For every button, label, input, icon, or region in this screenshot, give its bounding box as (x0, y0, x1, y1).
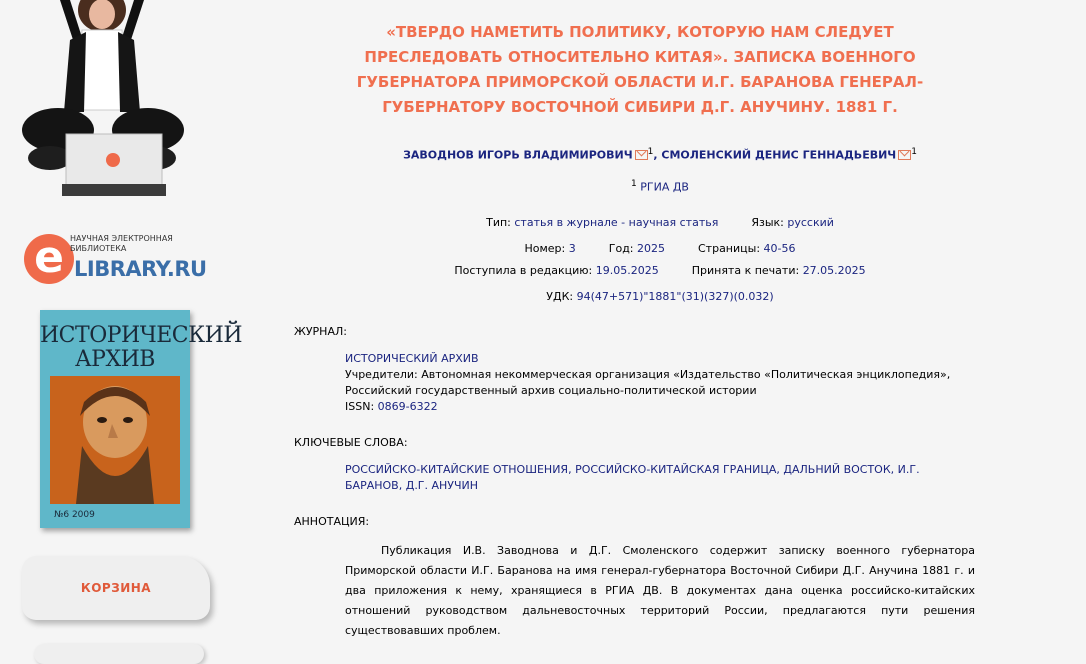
author-affiliation-sup: 1 (911, 147, 917, 157)
abstract-section-label: АННОТАЦИЯ: (294, 515, 370, 528)
next-menu-button[interactable] (34, 644, 204, 664)
keyword-link[interactable]: ДАЛЬНИЙ ВОСТОК (783, 463, 891, 476)
journal-block (345, 351, 975, 415)
received-value: 19.05.2025 (595, 264, 659, 277)
affiliation-link[interactable]: РГИА ДВ (640, 180, 689, 194)
cart-button[interactable]: КОРЗИНА (22, 556, 210, 620)
elibrary-logo[interactable] (24, 228, 214, 288)
journal-section-label: ЖУРНАЛ: (294, 325, 347, 338)
issn-label: ISSN: (345, 400, 375, 413)
meta-row-type (290, 214, 1030, 232)
cover-title-line2: АРХИВ (75, 347, 155, 372)
keyword-link[interactable]: И.Г. БАРАНОВ (345, 463, 920, 492)
cover-title (40, 323, 243, 372)
mail-icon[interactable] (898, 150, 911, 160)
journal-name-link[interactable]: ИСТОРИЧЕСКИЙ АРХИВ (345, 352, 479, 365)
affiliation-sup: 1 (631, 179, 637, 189)
authors-separator: , (653, 148, 658, 162)
author-name-link[interactable]: СМОЛЕНСКИЙ ДЕНИС ГЕННАДЬЕВИЧ (661, 148, 897, 162)
cover-title-line1: ИСТОРИЧЕСКИЙ (40, 323, 243, 348)
keyword-link[interactable]: Д.Г. АНУЧИН (405, 479, 479, 492)
number-value: 3 (568, 242, 576, 255)
authors-line (290, 142, 1030, 166)
article-main (290, 0, 990, 650)
cover-portrait-image (50, 376, 180, 504)
received-label: Поступила в редакцию: (454, 264, 593, 277)
number-label: Номер: (524, 242, 566, 255)
logo-wordmark: LIBRARY.RU (74, 257, 207, 281)
elibrary-logo-e-icon: e (24, 234, 74, 284)
cover-issue-number: №6 2009 (54, 510, 95, 520)
type-label: Тип: (486, 216, 511, 229)
author-affiliation-sup: 1 (647, 147, 654, 157)
udk-label: УДК: (546, 290, 574, 303)
year-label: Год: (608, 242, 634, 255)
keyword-separator: , (890, 463, 898, 476)
journal-issn (345, 399, 975, 415)
keyword-link[interactable]: РОССИЙСКО-КИТАЙСКАЯ ГРАНИЦА (575, 463, 777, 476)
keyword-separator: , (568, 463, 576, 476)
pages-label: Страницы: (698, 242, 761, 255)
abstract-text: Публикация И.В. Заводнова и Д.Г. Смоленского содержит записку военного губернатора Приморской области И.Г. Баранова на имя генерал-губернатора Восточной Сибири Д.Г. Анучина 1881 г. и два приложения к нему, хранящиеся в РГИА ДВ. В документах дана оценка российско-китайских отношений руководством дальневосточных территорий России, предлагаются пути решения существовавших проблем. (345, 544, 975, 637)
keywords-section-label: КЛЮЧЕВЫЕ СЛОВА: (294, 436, 408, 449)
logo-subtitle: НАУЧНАЯ ЭЛЕКТРОННАЯ БИБЛИОТЕКА (70, 234, 173, 253)
journal-founders: Учредители: Автономная некоммерческая организация «Издательство «Политическая энциклопедия», Российский государственный архив социально-политической истории (345, 368, 951, 397)
author-name-link[interactable]: ЗАВОДНОВ ИГОРЬ ВЛАДИМИРОВИЧ (403, 148, 633, 162)
woman-with-laptop-image (20, 0, 200, 200)
language-label: Язык: (751, 216, 784, 229)
type-value: статья в журнале - научная статья (514, 216, 719, 229)
journal-cover[interactable] (40, 310, 243, 528)
accepted-value: 27.05.2025 (802, 264, 866, 277)
accepted-label: Принята к печати: (691, 264, 800, 277)
sidebar (0, 0, 243, 650)
keywords-list (345, 462, 975, 494)
keyword-separator: , (398, 479, 406, 492)
pages-value: 40-56 (763, 242, 796, 255)
mail-icon[interactable] (635, 150, 648, 160)
keyword-link[interactable]: РОССИЙСКО-КИТАЙСКИЕ ОТНОШЕНИЯ (345, 463, 569, 476)
affiliation-line (290, 174, 1030, 198)
meta-row-issue (290, 240, 1030, 258)
article-title: «ТВЕРДО НАМЕТИТЬ ПОЛИТИКУ, КОТОРУЮ НАМ СЛЕДУЕТ ПРЕСЛЕДОВАТЬ ОТНОСИТЕЛЬНО КИТАЯ». ЗАПИСКА ВОЕННОГО ГУБЕРНАТОРА ПРИМОРСКОЙ ОБЛАСТИ И.Г. БАРАНОВА ГЕНЕРАЛ-ГУБЕРНАТОРУ ВОСТОЧНОЙ СИБИРИ Д.Г. АНУЧИНУ. 1881 Г. (356, 23, 924, 116)
meta-row-dates (290, 262, 1030, 280)
meta-row-udk (290, 288, 1030, 306)
language-value: русский (787, 216, 834, 229)
year-value: 2025 (637, 242, 665, 255)
issn-value: 0869-6322 (377, 400, 438, 413)
keyword-separator: , (776, 463, 784, 476)
udk-value: 94(47+571)"1881"(31)(327)(0.032) (576, 290, 774, 303)
